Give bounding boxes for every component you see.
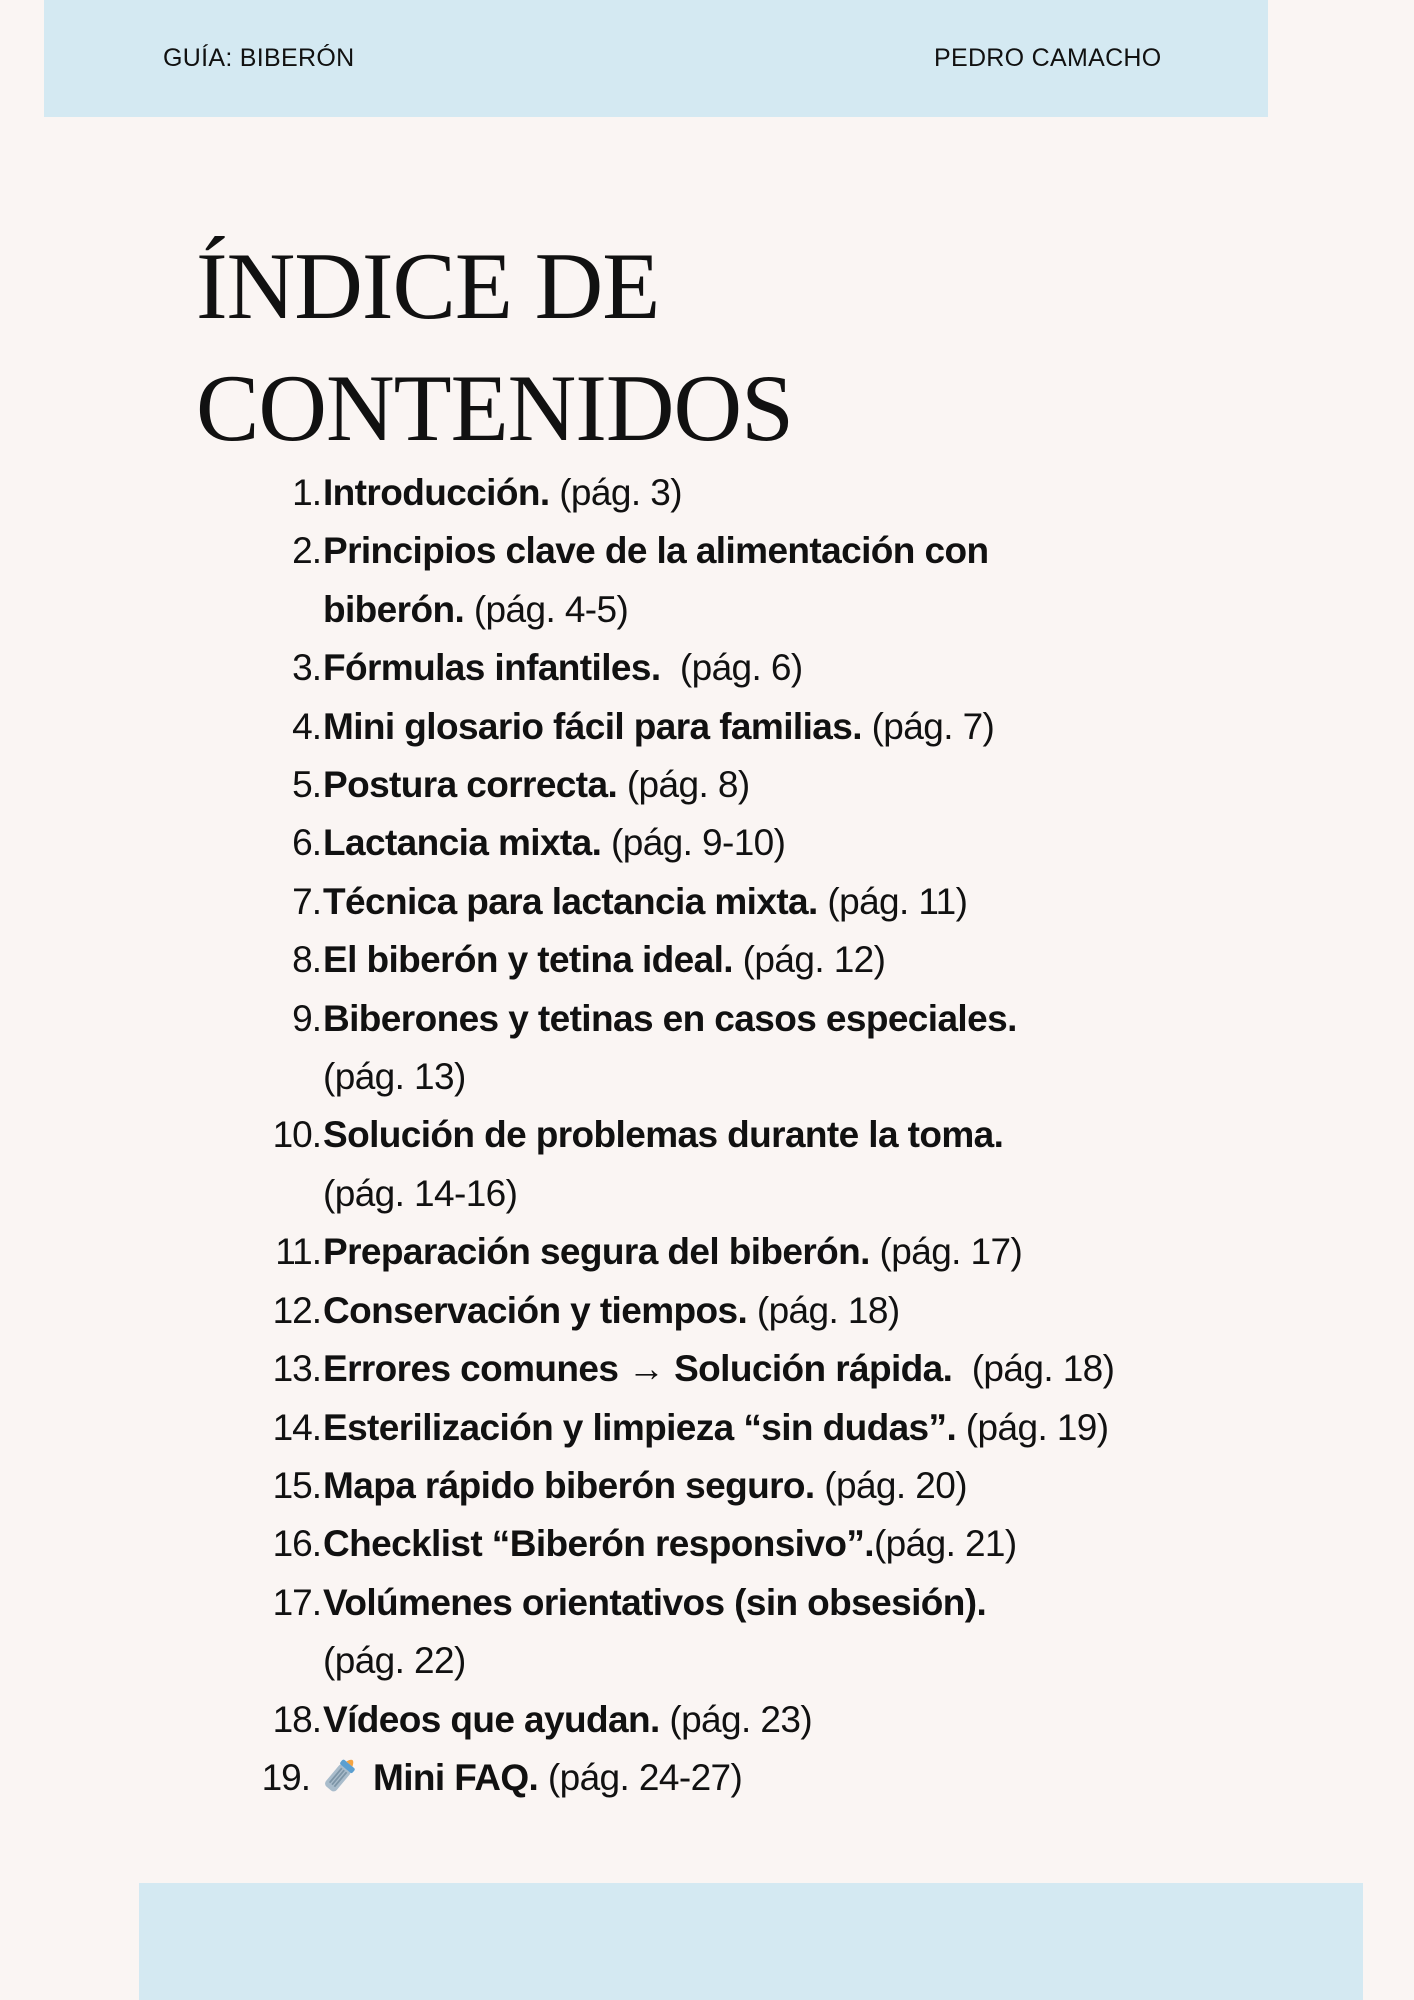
toc-item-number: 8. <box>292 939 321 981</box>
toc-item-number: 13. <box>272 1348 321 1390</box>
toc-item[interactable] <box>0 522 1414 639</box>
author-name: PEDRO CAMACHO <box>934 44 1162 72</box>
toc-item-page: (pág. 19) <box>956 1406 1109 1448</box>
page-title-line-1: ÍNDICE DE <box>196 233 660 339</box>
toc-item-page: (pág. 20) <box>814 1464 967 1506</box>
toc-item-page: (pág. 13) <box>323 1056 466 1098</box>
toc-item-page: (pág. 18) <box>747 1289 900 1331</box>
toc-item-number: 10. <box>272 1114 321 1156</box>
toc-item-number: 14. <box>272 1406 321 1448</box>
footer-band <box>139 1883 1363 2000</box>
guide-title: GUÍA: BIBERÓN <box>163 44 355 72</box>
page-title <box>196 225 793 469</box>
toc-item-number: 19. <box>261 1756 310 1798</box>
toc-item-number: 18. <box>272 1698 321 1740</box>
toc-item[interactable] <box>0 1106 1414 1223</box>
toc-item-title: Checklist “Biberón responsivo”. <box>323 1523 874 1565</box>
toc-item[interactable] <box>0 1282 1414 1340</box>
toc-item-title: Introducción. <box>323 472 550 513</box>
toc-item-number: 7. <box>292 880 321 922</box>
toc-item-title: Postura correcta. <box>323 764 618 806</box>
toc-item-page: (pág. 23) <box>659 1698 813 1740</box>
toc-item[interactable] <box>0 1691 1414 1749</box>
toc-item[interactable] <box>0 1457 1414 1515</box>
toc-item-page: (pág. 18) <box>952 1348 1115 1390</box>
toc-item-page: (pág. 4-5) <box>464 588 629 630</box>
toc-item-title: Errores comunes → Solución rápida. <box>323 1348 953 1390</box>
toc-item-page: (pág. 9-10) <box>601 822 786 864</box>
toc-item-title: Esterilización y limpieza “sin dudas”. <box>323 1406 957 1448</box>
toc-item-number: 11. <box>275 1231 321 1273</box>
table-of-contents <box>0 464 1414 1807</box>
toc-item-number: 15. <box>272 1464 321 1506</box>
toc-item[interactable] <box>0 1223 1414 1281</box>
toc-item-title: Técnica para lactancia mixta. <box>323 880 818 922</box>
toc-item-title: Mini FAQ. <box>373 1756 539 1798</box>
toc-item-number: 2. <box>292 530 321 572</box>
toc-item-page: (pág. 14-16) <box>323 1172 518 1214</box>
toc-item[interactable] <box>0 698 1414 756</box>
toc-item-number: 6. <box>292 822 321 864</box>
toc-item-page: (pág. 21) <box>873 1523 1017 1565</box>
toc-item-number: 17. <box>272 1581 321 1623</box>
toc-item[interactable] <box>0 1574 1414 1691</box>
toc-item-page: (pág. 17) <box>869 1231 1023 1273</box>
page-title-line-2: CONTENIDOS <box>196 355 793 461</box>
toc-item-title: Preparación segura del biberón. <box>323 1231 870 1273</box>
toc-item[interactable] <box>0 464 1414 522</box>
toc-item-title: Conservación y tiempos. <box>323 1289 748 1331</box>
toc-item[interactable] <box>0 931 1414 989</box>
toc-item[interactable] <box>0 873 1414 931</box>
toc-item-number: 9. <box>292 997 321 1039</box>
toc-item-page: (pág. 3) <box>549 472 682 513</box>
toc-item-title: Vídeos que ayudan. <box>323 1698 660 1740</box>
toc-item-number: 5. <box>292 764 321 806</box>
toc-item[interactable] <box>0 1340 1414 1398</box>
toc-item-title: Mini glosario fácil para familias. <box>323 705 862 747</box>
toc-item-title: Biberones y tetinas en casos especiales. <box>323 997 1017 1039</box>
toc-item-page: (pág. 8) <box>617 764 750 806</box>
toc-item-page: (pág. 7) <box>861 705 995 747</box>
baby-bottle-icon <box>319 1752 363 1796</box>
toc-item-title: Lactancia mixta. <box>323 822 602 864</box>
toc-item-title: El biberón y tetina ideal. <box>323 939 733 981</box>
toc-item[interactable] <box>0 756 1414 814</box>
toc-item-number: 3. <box>292 647 321 689</box>
toc-item[interactable] <box>0 814 1414 872</box>
toc-item-title: Principios clave de la alimentación con <box>323 530 989 572</box>
toc-item[interactable] <box>0 1399 1414 1457</box>
toc-item-title: Fórmulas infantiles. <box>323 647 661 689</box>
toc-item-number: 12. <box>272 1289 321 1331</box>
toc-item-page: (pág. 6) <box>660 647 803 689</box>
toc-item-title: Volúmenes orientativos (sin obsesión). <box>323 1581 987 1623</box>
toc-item[interactable] <box>0 990 1414 1107</box>
toc-item-page: (pág. 11) <box>817 880 968 922</box>
toc-item-title: Solución de problemas durante la toma. <box>323 1114 1004 1156</box>
toc-item-title: Mapa rápido biberón seguro. <box>323 1464 815 1506</box>
toc-item-page: (pág. 12) <box>733 939 886 981</box>
toc-item-title: biberón. <box>323 588 465 630</box>
toc-item-page: (pág. 22) <box>323 1640 466 1682</box>
toc-item-number: 4. <box>292 705 321 747</box>
toc-item-number: 16. <box>272 1523 321 1565</box>
toc-item-page: (pág. 24-27) <box>538 1756 743 1798</box>
toc-item[interactable] <box>0 639 1414 697</box>
toc-item-number: 1. <box>292 472 321 513</box>
toc-item[interactable] <box>0 1749 1414 1807</box>
toc-item[interactable] <box>0 1515 1414 1573</box>
